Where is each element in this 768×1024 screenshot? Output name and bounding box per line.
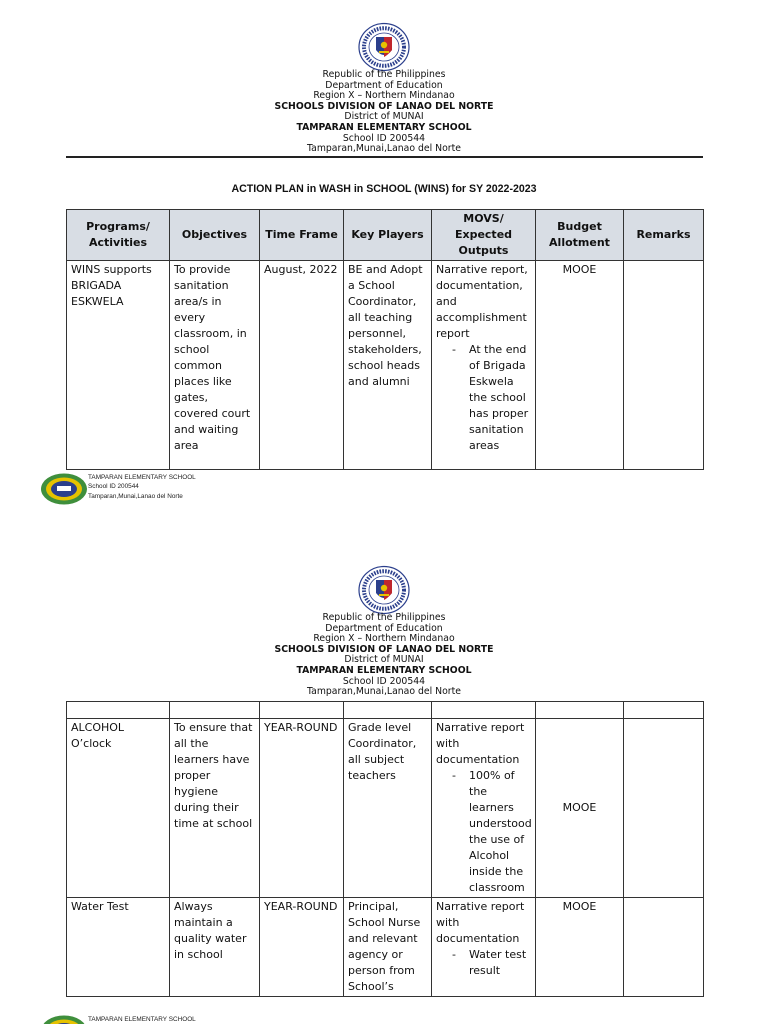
column-header-remarks: Remarks: [624, 210, 704, 261]
column-header-movs: MOVS/ Expected Outputs: [432, 210, 536, 261]
footer-school: TAMPARAN ELEMENTARY SCHOOL: [88, 474, 196, 481]
header-republic: Republic of the Philippines: [322, 69, 446, 80]
cell-players: BE and Adopt a School Coordinator, all teaching personnel, stakeholders, school heads and alumni: [344, 261, 432, 470]
header-republic: Republic of the Philippines: [322, 612, 446, 623]
cell-timeframe: YEAR-ROUND: [260, 719, 344, 898]
cell-program: Water Test: [67, 898, 170, 997]
cell-remarks: [624, 719, 704, 898]
header-region: Region X – Northern Mindanao: [313, 90, 455, 102]
movs-list-item: - At the end of Brigada Eskwela the school has proper sanitation areas: [450, 342, 531, 454]
table-row: [67, 898, 704, 997]
cell-program: ALCOHOL O’clock: [67, 719, 170, 898]
school-logo-icon: [40, 472, 88, 506]
cell-objective: To ensure that all the learners have proper hygiene during their time at school: [170, 719, 260, 898]
cell-remarks: [624, 898, 704, 997]
cell-budget: MOOE: [536, 719, 624, 898]
header-region: Region X – Northern Mindanao: [313, 633, 455, 645]
cell-players: Principal, School Nurse and relevant agency or person from School’s: [344, 898, 432, 997]
header-district: District of MUNAI: [344, 654, 424, 666]
movs-text: Narrative report with documentation: [436, 721, 525, 766]
cell-movs: [432, 261, 536, 470]
action-plan-table-page-1: [66, 209, 704, 470]
column-header-budget: Budget Allotment: [536, 210, 624, 261]
movs-list: [436, 342, 531, 454]
cell-movs: [432, 898, 536, 997]
letterhead: [0, 70, 768, 155]
column-header-objectives: Objectives: [170, 210, 260, 261]
header-division: SCHOOLS DIVISION OF LANAO DEL NORTE: [274, 643, 494, 655]
header-school: TAMPARAN ELEMENTARY SCHOOL: [296, 664, 472, 676]
column-header-timeframe: Time Frame: [260, 210, 344, 261]
school-logo-icon: [40, 1014, 88, 1024]
deped-seal-icon: [357, 565, 411, 615]
footer-page-1: [40, 472, 260, 508]
movs-list: [436, 768, 531, 896]
cell-remarks: [624, 261, 704, 470]
table-header-row: [67, 210, 704, 261]
header-school: TAMPARAN ELEMENTARY SCHOOL: [296, 121, 472, 133]
header-school-id: School ID 200544: [342, 675, 426, 687]
action-plan-table-page-2: [66, 701, 704, 997]
header-address: Tamparan,Munai,Lanao del Norte: [307, 686, 461, 698]
table-header-row-empty: [67, 702, 704, 719]
movs-list-item: - Water test result: [450, 947, 531, 979]
header-divider: [66, 156, 703, 158]
footer-page-2: [40, 1014, 260, 1024]
cell-objective: To provide sanitation area/s in every classroom, in school common places like gates, covered court and waiting area: [170, 261, 260, 470]
header-department: Department of Education: [325, 622, 443, 634]
movs-text: Narrative report with documentation: [436, 900, 525, 945]
cell-program: WINS supports BRIGADA ESKWELA: [67, 261, 170, 470]
page-title: ACTION PLAN in WASH in SCHOOL (WINS) for SY 2022-2023: [231, 183, 537, 195]
movs-list-item: - 100% of the learners understood the use of Alcohol inside the classroom: [450, 768, 531, 896]
header-school-id: School ID 200544: [342, 132, 426, 144]
cell-budget: MOOE: [536, 261, 624, 470]
footer-school: TAMPARAN ELEMENTARY SCHOOL: [88, 1016, 196, 1023]
cell-objective: Always maintain a quality water in school: [170, 898, 260, 997]
letterhead: [0, 613, 768, 698]
cell-budget: MOOE: [536, 898, 624, 997]
column-header-players: Key Players: [344, 210, 432, 261]
deped-seal-icon: [357, 22, 411, 72]
column-header-programs: Programs/ Activities: [67, 210, 170, 261]
header-division: SCHOOLS DIVISION OF LANAO DEL NORTE: [274, 100, 494, 112]
cell-players: Grade level Coordinator, all subject teachers: [344, 719, 432, 898]
cell-timeframe: YEAR-ROUND: [260, 898, 344, 997]
cell-movs: [432, 719, 536, 898]
movs-list: [436, 947, 531, 979]
header-address: Tamparan,Munai,Lanao del Norte: [307, 143, 461, 155]
header-department: Department of Education: [325, 79, 443, 91]
movs-text: Narrative report, documentation, and accomplishment report: [436, 263, 528, 340]
cell-timeframe: August, 2022: [260, 261, 344, 470]
footer-text: [88, 1015, 196, 1024]
footer-school-id: School ID 200544: [88, 483, 139, 491]
table-row: [67, 719, 704, 898]
table-row: [67, 261, 704, 470]
footer-address: Tamparan,Munai,Lanao del Norte: [88, 492, 183, 500]
footer-text: [88, 473, 196, 501]
header-district: District of MUNAI: [344, 111, 424, 123]
